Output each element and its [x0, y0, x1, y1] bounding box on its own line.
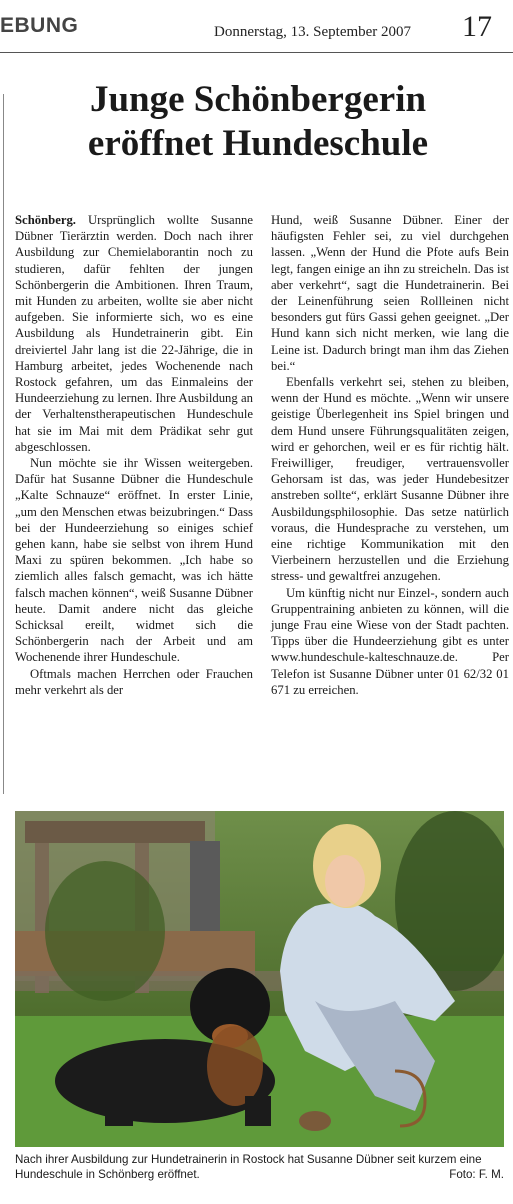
- header-divider: [0, 52, 513, 53]
- article-paragraph: Ebenfalls verkehrt sei, stehen zu bleiben, wenn der Hund es möchte. „Wenn wir unsere geistige Überlegenheit ins Spiel bringen und dem Hund unsere Führungsqualitäten zeigen, wird er gehorchen, weil er es für richtig hält. Freiwilliger, freudiger, vertrauensvoller Gehorsam ist das, was jeder Hundebesitzer anstreben sollte“, erklärt Susanne Dübner ihre Ausbildungsphilosophie. Das setze natürlich voraus, die Hundesprache zu verstehen, um eine richtige Kommunikation mit den Vierbeinern herzustellen und die Erziehung stress- und gewaltfrei anzugehen.: [271, 375, 509, 584]
- section-name: EBUNG: [0, 14, 79, 37]
- page-number: 17: [462, 10, 492, 43]
- article-paragraph: Nun möchte sie ihr Wissen weitergeben. Dafür hat Susanne Dübner die Hundeschule „Kalte Schnauze“ eröffnet. In erster Linie, „um den Menschen etwas beizubringen.“ Dass bei der Hundeerziehung so einiges schief gehen kann, habe sie selbst von ihrem Hund Maxi zu spüren bekommen. „Ich habe so ziemlich alles falsch gemacht, was ich hätte falsch machen können“, weiß Susanne Dübner heute. Damit andere nicht das gleiche Schicksal ereilt, widmet sich die Schönbergerin nach der Arbeit und am Wochenende ihrer Hundeschule.: [15, 456, 253, 665]
- article-paragraph: Schönberg. Ursprünglich wollte Susanne Dübner Tierärztin werden. Doch nach ihrer Ausbildung zur Chemielaborantin noch zu studieren, dafür fehlten der jungen Schönbergerin die Ambitionen. Ihren Traum, mit Hunden zu arbeiten, wollte sie aber nicht aufgeben. Sie informierte sich, wo es eine Ausbildung als Hundetrainerin gibt. Ein dreiviertel Jahr lang ist die 22-Jährige, die in Hamburg arbeitet, jedes Wochenende nach Rostock gefahren, um das Einmaleins der Hundeerziehung zu lernen. Ihre Ausbildung an der Verhaltenstherapeutischen Hundeschule hat sie im Mai mit dem Prädikat sehr gut abgeschlossen.: [15, 213, 254, 454]
- article-paragraph: Hund, weiß Susanne Dübner. Einer der häufigsten Fehler sei, zu viel durchgehen lassen. „Wenn der Hund die Pfote aufs Bein legt, fangen einige an ihn zu streicheln. Das ist aber verkehrt“, sagt die Hundetrainerin. Bei der Leinenführung seien Rollleinen nicht besonders gut fürs Gassi gehen geeignet. „Der Hund kann sich nicht merken, wie lang die Leine ist. Dadurch bringt man ihm das Ziehen bei.“: [271, 213, 509, 373]
- photo-caption: [15, 1153, 504, 1182]
- photo-illustration: [15, 811, 504, 1147]
- caption-text: Nach ihrer Ausbildung zur Hundetrainerin in Rostock hat Susanne Dübner seit kurzem eine Hundeschule in Schönberg eröffnet.: [15, 1153, 482, 1181]
- photo-credit: Foto: F. M.: [449, 1167, 504, 1181]
- article-photo: [15, 811, 504, 1147]
- left-frame-line: [3, 94, 4, 794]
- article-column-right: [271, 212, 509, 698]
- headline-line-1: Junge Schönbergerin: [89, 79, 427, 120]
- article-paragraph: Um künftig nicht nur Einzel-, sondern auch Gruppentraining anbieten zu können, will die junge Frau eine Wiese von der Stadt pachten. Tipps über die Hundeerziehung gibt es unter www.hundeschule-kalteschnauze.de. Per Telefon ist Susanne Dübner unter 01 62/32 01 671 zu erreichen.: [271, 585, 509, 697]
- issue-date: Donnerstag, 13. September 2007: [214, 24, 412, 40]
- article-paragraph: Oftmals machen Herrchen oder Frauchen mehr verkehrt als der: [15, 666, 253, 697]
- article-column-left: [15, 212, 253, 698]
- dateline: Schönberg.: [15, 213, 76, 227]
- headline-line-2: eröffnet Hundeschule: [87, 123, 429, 164]
- article-headline: [12, 78, 504, 166]
